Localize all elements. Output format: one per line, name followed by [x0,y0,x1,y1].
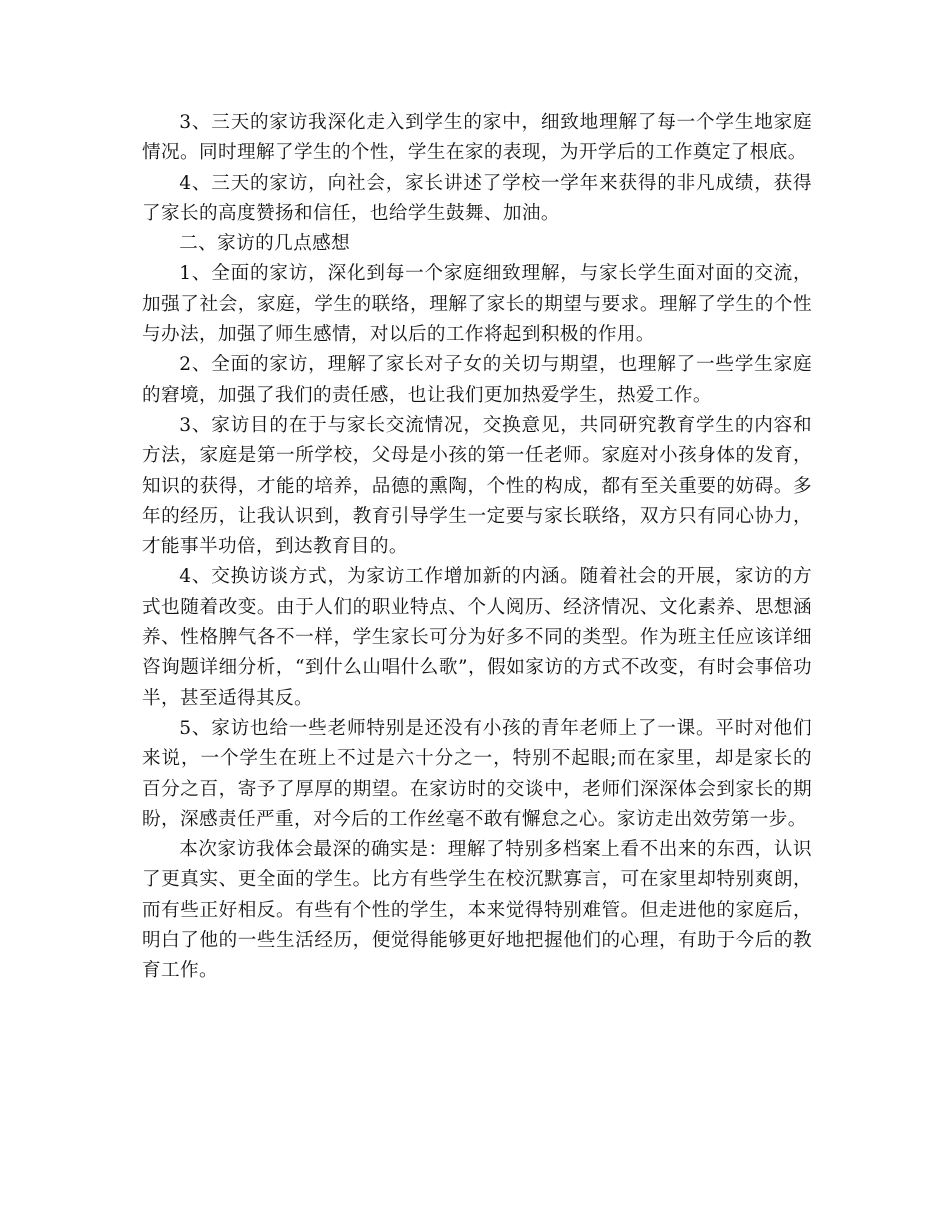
paragraph-reflection-1: 1、全面的家访，深化到每一个家庭细致理解，与家长学生面对面的交流，加强了社会，家庭，学生的联络，理解了家长的期望与要求。理解了学生的个性与办法，加强了师生感情，对以后的工作将起到积极的作用。 [142,263,812,346]
paragraph-reflection-5: 5、家访也给一些老师特别是还没有小孩的青年老师上了一课。平时对他们来说，一个学生在班上不过是六十分之一，特别不起眼;而在家里，却是家长的百分之百，寄予了厚厚的期望。在家访时的交谈中，老师们深深体会到家长的期盼，深感责任严重，对今后的工作丝毫不敢有懈怠之心。家访走出效劳第一步。 [142,717,812,830]
paragraph-home-visit-4: 4、三天的家访，向社会，家长讲述了学校一学年来获得的非凡成绩，获得了家长的高度赞扬和信任，也给学生鼓舞、加油。 [142,172,812,224]
paragraph-reflection-3: 3、家访目的在于与家长交流情况，交换意见，共同研究教育学生的内容和方法，家庭是第一所学校，父母是小孩的第一任老师。家庭对小孩身体的发育，知识的获得，才能的培养，品德的熏陶，个性的构成，都有至关重要的妨碍。多年的经历，让我认识到，教育引导学生一定要与家长联络，双方只有同心协力，才能事半功倍，到达教育目的。 [142,414,812,558]
paragraph-conclusion: 本次家访我体会最深的确实是：理解了特别多档案上看不出来的东西，认识了更真实、更全面的学生。比方有些学生在校沉默寡言，可在家里却特别爽朗，而有些正好相反。有些有个性的学生，本来觉得特别难管。但走进他的家庭后，明白了他的一些生活经历，便觉得能够更好地把握他们的心理，有助于今后的教育工作。 [142,839,812,982]
paragraph-reflection-2: 2、全面的家访，理解了家长对子女的关切与期望，也理解了一些学生家庭的窘境，加强了我们的责任感，也让我们更加热爱学生，热爱工作。 [142,354,812,406]
document-body [142,108,812,987]
paragraph-reflection-4: 4、交换访谈方式，为家访工作增加新的内涵。随着社会的开展，家访的方式也随着改变。由于人们的职业特点、个人阅历、经济情况、文化素养、思想涵养、性格脾气各不一样，学生家长可分为好多不同的类型。作为班主任应该详细咨询题详细分析，“到什么山唱什么歌”，假如家访的方式不改变，有时会事倍功半，甚至适得其反。 [142,566,812,709]
section-heading-reflections: 二、家访的几点感想 [179,233,351,255]
paragraph-home-visit-3: 3、三天的家访我深化走入到学生的家中，细致地理解了每一个学生地家庭情况。同时理解了学生的个性，学生在家的表现，为开学后的工作奠定了根底。 [142,112,812,164]
